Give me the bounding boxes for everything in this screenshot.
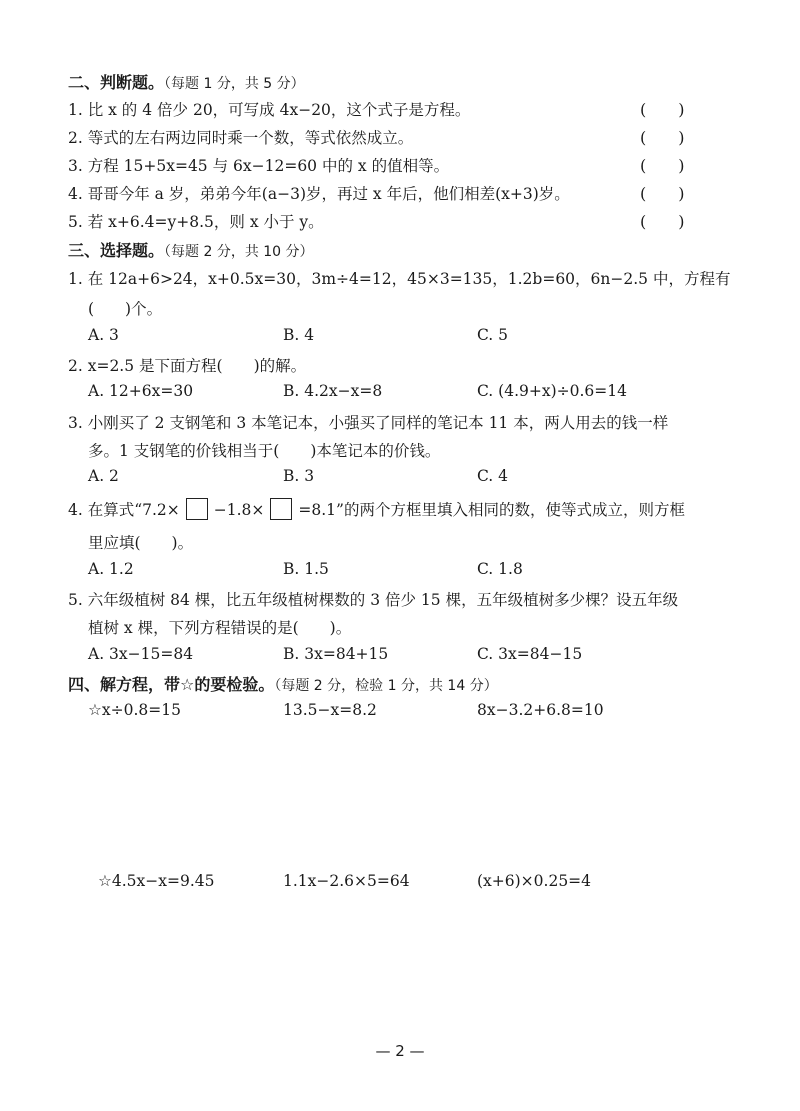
choice-q3-option-b[interactable]: B. 3	[283, 467, 315, 485]
choice-q2-line1: 2. x=2.5 是下面方程( )的解。	[68, 357, 307, 375]
section-3-title: 三、选择题。	[68, 241, 165, 260]
choice-q5-line1: 5. 六年级植树 84 棵，比五年级植树棵数的 3 倍少 15 棵，五年级植树多少棵？设五年级	[68, 591, 679, 609]
section-3-heading	[68, 238, 314, 261]
equation-1: ☆x÷0.8=15	[88, 701, 181, 719]
choice-q4-option-b[interactable]: B. 1.5	[283, 560, 329, 578]
choice-q5-option-c[interactable]: C. 3x=84−15	[477, 645, 583, 663]
judge-item-5: 5. 若 x+6.4=y+8.5，则 x 小于 y。	[68, 213, 324, 231]
choice-q4-text-a: 4. 在算式“7.2×	[68, 501, 180, 519]
section-2-title: 二、判断题。	[68, 73, 165, 92]
equation-4: ☆4.5x−x=9.45	[98, 872, 215, 890]
choice-q4-text-b: −1.8×	[213, 501, 265, 519]
choice-q4-text-c: =8.1”的两个方框里填入相同的数，使等式成立，则方框	[298, 501, 685, 519]
answer-box-1[interactable]	[186, 498, 208, 520]
judge-answer-1[interactable]: ( )	[640, 100, 685, 119]
equation-6: (x+6)×0.25=4	[477, 872, 592, 890]
choice-q1-option-a[interactable]: A. 3	[88, 326, 119, 344]
choice-q4-option-c[interactable]: C. 1.8	[477, 560, 523, 578]
judge-item-3: 3. 方程 15+5x=45 与 6x−12=60 中的 x 的值相等。	[68, 157, 450, 175]
choice-q5-option-a[interactable]: A. 3x−15=84	[88, 645, 194, 663]
section-4-points: （每题 2 分，检验 1 分，共 14 分）	[274, 678, 498, 694]
section-2-heading	[68, 70, 305, 93]
equation-3: 8x−3.2+6.8=10	[477, 701, 604, 719]
choice-q5-option-b[interactable]: B. 3x=84+15	[283, 645, 389, 663]
work-area-1[interactable]	[88, 730, 708, 860]
work-area-2[interactable]	[88, 905, 708, 1035]
section-2-points: （每题 1 分，共 5 分）	[164, 76, 305, 92]
choice-q3-line2: 多。1 支钢笔的价钱相当于( )本笔记本的价钱。	[88, 442, 441, 460]
choice-q2-option-a[interactable]: A. 12+6x=30	[88, 382, 194, 400]
choice-q3-option-a[interactable]: A. 2	[88, 467, 119, 485]
choice-q2-option-b[interactable]: B. 4.2x−x=8	[283, 382, 383, 400]
section-4-title: 四、解方程，带☆的要检验。	[68, 675, 275, 694]
choice-q4-line2: 里应填( )。	[88, 534, 194, 552]
choice-q2-option-c[interactable]: C. (4.9+x)÷0.6=14	[477, 382, 627, 400]
choice-q1-option-b[interactable]: B. 4	[283, 326, 315, 344]
judge-item-2: 2. 等式的左右两边同时乘一个数，等式依然成立。	[68, 129, 414, 147]
judge-answer-4[interactable]: ( )	[640, 184, 685, 203]
judge-answer-3[interactable]: ( )	[640, 156, 685, 175]
choice-q4-line1	[68, 498, 685, 520]
equation-2: 13.5−x=8.2	[283, 701, 377, 719]
choice-q4-option-a[interactable]: A. 1.2	[88, 560, 134, 578]
answer-box-2[interactable]	[270, 498, 292, 520]
judge-answer-2[interactable]: ( )	[640, 128, 685, 147]
page-number: — 2 —	[375, 1042, 425, 1060]
choice-q1-option-c[interactable]: C. 5	[477, 326, 509, 344]
section-4-heading	[68, 672, 498, 695]
judge-item-4: 4. 哥哥今年 a 岁，弟弟今年(a−3)岁，再过 x 年后，他们相差(x+3)岁。	[68, 185, 570, 203]
equation-5: 1.1x−2.6×5=64	[283, 872, 410, 890]
choice-q1-line1: 1. 在 12a+6>24，x+0.5x=30，3m÷4=12，45×3=135，1.2b=60，6n−2.5 中，方程有	[68, 270, 731, 288]
section-3-points: （每题 2 分，共 10 分）	[164, 244, 314, 260]
choice-q3-line1: 3. 小刚买了 2 支钢笔和 3 本笔记本，小强买了同样的笔记本 11 本，两人用去的钱一样	[68, 414, 669, 432]
choice-q1-line2: ( )个。	[88, 300, 163, 318]
choice-q5-line2: 植树 x 棵，下列方程错误的是( )。	[88, 619, 352, 637]
judge-answer-5[interactable]: ( )	[640, 212, 685, 231]
choice-q3-option-c[interactable]: C. 4	[477, 467, 509, 485]
judge-item-1: 1. 比 x 的 4 倍少 20，可写成 4x−20，这个式子是方程。	[68, 101, 471, 119]
